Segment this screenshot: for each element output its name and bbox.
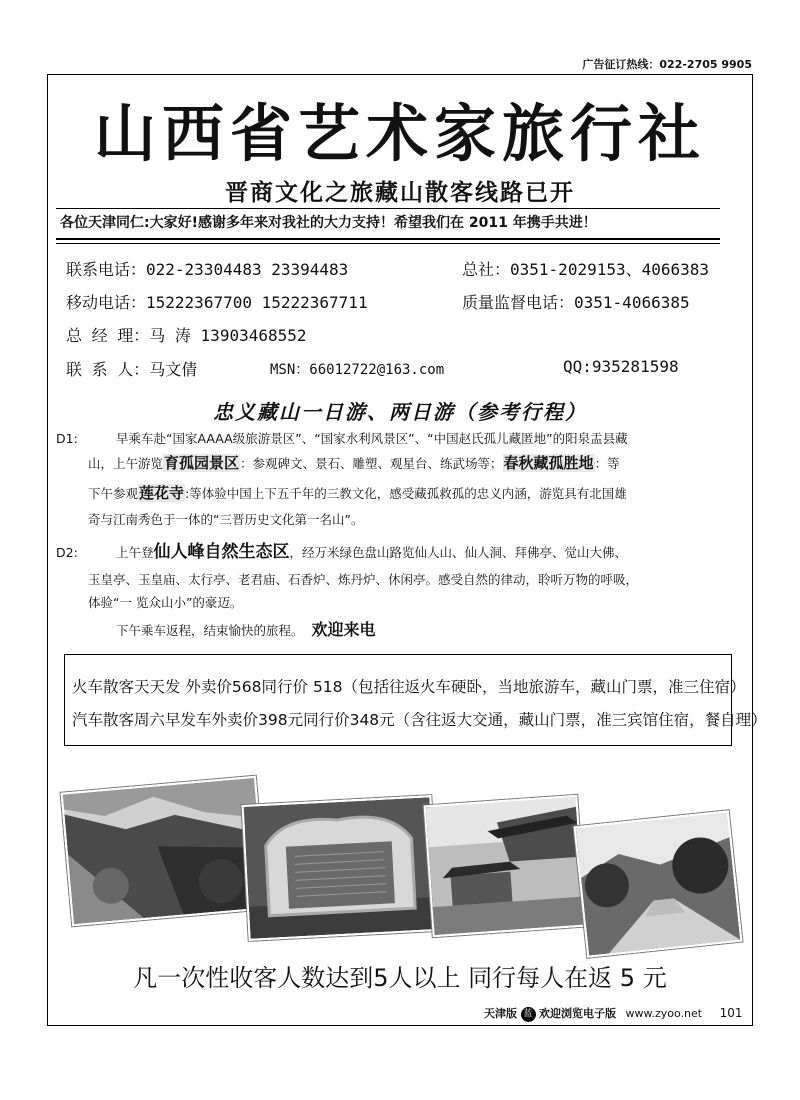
browse-text: 欢迎浏览电子版 bbox=[539, 1007, 616, 1020]
d1-line3 bbox=[88, 482, 627, 505]
contact-label: 联 系 人： bbox=[66, 360, 150, 379]
d1-line3-a: 下午参观 bbox=[88, 486, 139, 501]
quality-row bbox=[462, 290, 690, 313]
mountain-road-image bbox=[576, 812, 741, 955]
photo-temple bbox=[424, 795, 587, 937]
d2-line1 bbox=[116, 541, 627, 564]
d2-line4 bbox=[116, 618, 376, 642]
d2-line1-b: ，经万米绿色盘山路览仙人山、仙人洞、拜佛亭、觉山大佛、 bbox=[289, 545, 628, 560]
photo-mountain-road bbox=[574, 810, 743, 958]
d2-line1-a: 上午登 bbox=[116, 545, 154, 560]
phone-row bbox=[66, 257, 348, 280]
welcome-call: 欢迎来电 bbox=[311, 620, 376, 639]
d1-line4: 奇与江南秀色于一体的“三晋历史文化第一名山”。 bbox=[88, 512, 364, 527]
page-number: 101 bbox=[719, 1006, 743, 1020]
divider-mid bbox=[56, 238, 720, 240]
contact-row bbox=[66, 357, 197, 380]
d2-line2: 玉皇亭、玉皇庙、太行亭、老君庙、石香炉、炼丹炉、休闲亭。感受自然的律动，聆听万物的呼吸， bbox=[88, 572, 639, 587]
price-box bbox=[64, 654, 732, 746]
d1-line2 bbox=[88, 452, 620, 475]
msn: MSN：66012722@163.com bbox=[270, 362, 445, 378]
spot-lianhuasi: 莲花寺 bbox=[139, 484, 185, 502]
agency-title: 山西省艺术家旅行社 bbox=[93, 97, 706, 170]
edition-badge: 蓝 bbox=[521, 1007, 536, 1022]
stone-tablet-image bbox=[244, 797, 437, 939]
mountain-cliff-image bbox=[63, 778, 266, 924]
mobile-row bbox=[66, 290, 368, 313]
spot-chunqiu: 春秋藏孤胜地 bbox=[503, 454, 594, 472]
hq-row bbox=[462, 257, 709, 280]
footer-bar bbox=[484, 1005, 742, 1022]
gm-row bbox=[66, 323, 307, 346]
d1-line3-b: :等体验中国上下五千年的三教文化，感受藏孤救孤的忠义内涵，游览具有北国雄 bbox=[185, 486, 627, 501]
greeting: 各位天津同仁:大家好!感谢多年来对我社的大力支持！希望我们在 2011 年携手共进！ bbox=[60, 215, 597, 231]
site-url[interactable]: www.zyoo.net bbox=[625, 1007, 703, 1020]
mobile-value: 15222367700 15222367711 bbox=[146, 293, 368, 312]
phone-value: 022-23304483 23394483 bbox=[146, 260, 349, 279]
hq-label: 总社： bbox=[462, 260, 511, 279]
gm-value: 马 涛 13903468552 bbox=[149, 326, 307, 345]
d1-line2-c: ：等 bbox=[594, 456, 620, 471]
divider-top bbox=[56, 208, 720, 209]
d1-line2-b: ：参观碑文、景石、雕塑、观星台、练武场等； bbox=[240, 456, 503, 471]
photo-stone-tablet bbox=[242, 795, 439, 941]
qq: QQ:935281598 bbox=[563, 357, 679, 376]
spot-yuguyuan: 育孤园景区 bbox=[164, 454, 240, 472]
gm-label: 总 经 理： bbox=[66, 326, 150, 345]
price-bus: 汽车散客周六早发车外卖价398元同行价348元（含往返大交通，藏山门票，准三宾馆住宿，餐自理） bbox=[72, 711, 767, 729]
d1-line1: 早乘车赴“国家AAAA级旅游景区”、“国家水利风景区”、“中国赵氏孤儿藏匿地”的阳泉盂县藏 bbox=[116, 431, 628, 446]
price-train: 火车散客天天发 外卖价568同行价 518（包括往返火车硬卧，当地旅游车，藏山门票，准三住宿） bbox=[72, 678, 746, 696]
edition: 天津版 bbox=[484, 1007, 517, 1020]
promo-line: 凡一次性收客人数达到5人以上 同行每人在返 5 元 bbox=[133, 964, 667, 992]
d2-line3: 体验“一 览众山小”的豪迈。 bbox=[88, 595, 243, 610]
d1-line2-a: 山，上午游览 bbox=[88, 456, 164, 471]
d2-line4-text: 下午乘车返程，结束愉快的旅程。 bbox=[116, 623, 304, 638]
itinerary-heading: 忠义藏山一日游、两日游（参考行程） bbox=[213, 400, 587, 424]
divider-mid-thin bbox=[56, 243, 720, 244]
temple-image bbox=[426, 797, 585, 935]
contact-value: 马文倩 bbox=[149, 360, 198, 379]
ad-hotline: 广告征订热线：022-2705 9905 bbox=[582, 58, 752, 71]
phone-label: 联系电话： bbox=[66, 260, 147, 279]
d2-label: D2: bbox=[56, 545, 78, 560]
photo-mountain-cliff bbox=[61, 776, 268, 927]
subtitle: 晋商文化之旅藏山散客线路已开 bbox=[225, 179, 575, 206]
spot-xianrenfeng: 仙人峰自然生态区 bbox=[153, 542, 290, 562]
mobile-label: 移动电话： bbox=[66, 293, 147, 312]
quality-label: 质量监督电话： bbox=[462, 293, 575, 312]
d1-label: D1: bbox=[56, 431, 78, 446]
hq-value: 0351-2029153、4066383 bbox=[510, 260, 710, 279]
quality-value: 0351-4066385 bbox=[574, 293, 690, 312]
